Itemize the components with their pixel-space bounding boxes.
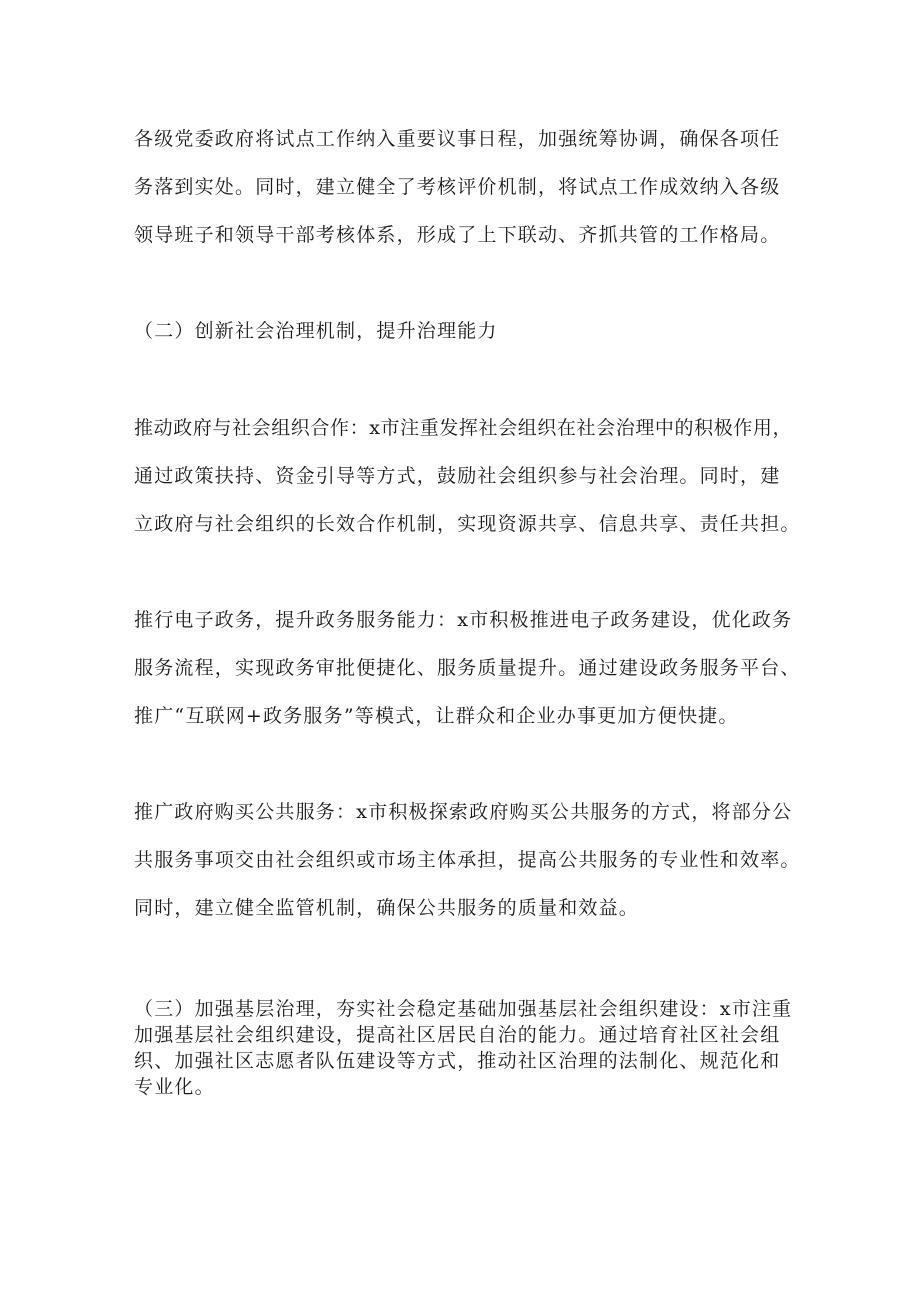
paragraph-3-line-2: 通过政策扶持、资金引导等方式，鼓励社会组织参与社会治理。同时，建 <box>134 465 781 487</box>
paragraph-5-line-3: 同时，建立健全监管机制，确保公共服务的质量和效益。 <box>134 897 640 919</box>
paragraph-4-line-2: 服务流程，实现政务审批便捷化、服务质量提升。通过建设政务服务平台、 <box>134 657 801 679</box>
paragraph-6-line-1: （三）加强基层治理，夯实社会稳定基础加强基层社会组织建设：x市注重 <box>134 998 793 1020</box>
paragraph-6-line-3: 织、加强社区志愿者队伍建设等方式，推动社区治理的法制化、规范化和 <box>134 1050 781 1072</box>
paragraph-6-line-4: 专业化。 <box>134 1076 215 1098</box>
paragraph-4-line-1: 推行电子政务，提升政务服务能力：x市积极推进电子政务建设，优化政务 <box>134 609 793 631</box>
paragraph-5-line-1: 推广政府购买公共服务：x市积极探索政府购买公共服务的方式，将部分公 <box>134 801 793 823</box>
paragraph-1-line-3: 领导班子和领导干部考核体系，形成了上下联动、齐抓共管的工作格局。 <box>134 224 781 246</box>
paragraph-5-line-2: 共服务事项交由社会组织或市场主体承担，提高公共服务的专业性和效率。 <box>134 849 801 871</box>
paragraph-1-line-1: 各级党委政府将试点工作纳入重要议事日程，加强统筹协调，确保各项任 <box>134 128 781 150</box>
section-heading-2: （二）创新社会治理机制，提升治理能力 <box>134 320 498 342</box>
paragraph-4-line-3: 推广“互联网+政务服务”等模式，让群众和企业办事更加方便快捷。 <box>134 705 739 727</box>
paragraph-1-line-2: 务落到实处。同时，建立健全了考核评价机制，将试点工作成效纳入各级 <box>134 176 781 198</box>
paragraph-3-line-3: 立政府与社会组织的长效合作机制，实现资源共享、信息共享、责任共担。 <box>134 513 801 535</box>
paragraph-6-line-2: 加强基层社会组织建设，提高社区居民自治的能力。通过培育社区社会组 <box>134 1024 781 1046</box>
paragraph-3-line-1: 推动政府与社会组织合作：x市注重发挥社会组织在社会治理中的积极作用， <box>134 417 793 439</box>
